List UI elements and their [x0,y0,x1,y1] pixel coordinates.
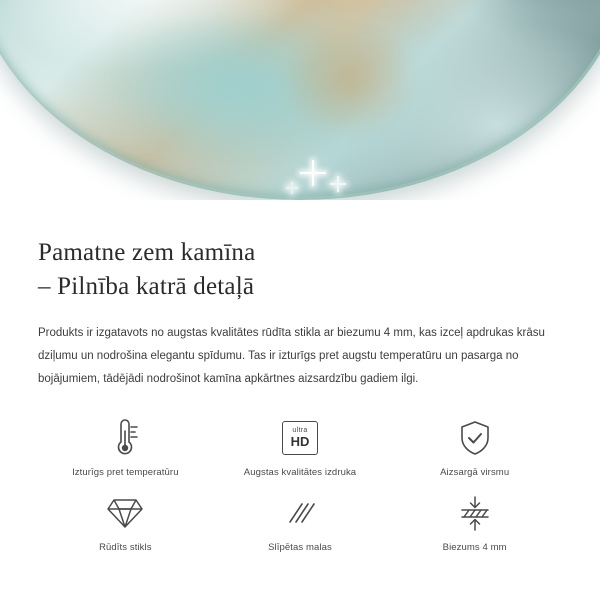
feature-grid [38,417,562,553]
marble-streak [398,0,600,84]
feature-temperature-resistant [38,417,213,478]
ultra-hd-badge-main: HD [290,434,310,449]
feature-label: Slīpētas malas [268,541,332,553]
marble-plate-image [0,0,600,200]
ultra-hd-badge-top: ultra [292,427,308,434]
thickness-icon [456,492,494,534]
description-paragraph: Produkts ir izgatavots no augstas kvalitātes rūdīta stikla ar biezumu 4 mm, kas izceļ apdrukas krāsu dziļumu un nodrošina elegantu spīdumu. Tas ir izturīgs pret augstu temperatūru un pasarga no bojājumiem, tādējādi nodrošinot kamīna apkārtnes aizsardzību gadiem ilgi. [38,326,545,385]
feature-polished-edges [213,492,388,553]
hero-image-section [0,0,600,200]
marble-streak [280,20,420,140]
feature-label: Biezums 4 mm [442,541,507,553]
diamond-icon [106,492,144,534]
headline-line-1: Pamatne zem kamīna [38,239,256,266]
page-title [38,236,562,304]
feature-label: Aizsargā virsmu [440,466,510,478]
feature-label: Izturīgs pret temperatūru [72,466,179,478]
thermometer-icon [108,417,142,459]
feature-label: Rūdīts stikls [99,541,152,553]
feature-label: Augstas kvalitātes izdruka [243,466,357,478]
feature-tempered-glass [38,492,213,553]
feature-surface-protection [387,417,562,478]
polished-edges-icon [281,492,319,534]
feature-high-quality-print [213,417,388,478]
shield-check-icon [458,417,492,459]
content-area [0,236,600,553]
headline-line-2: – Pilnība katrā detaļā [38,272,255,300]
feature-thickness [387,492,562,553]
ultra-hd-icon [282,417,318,459]
